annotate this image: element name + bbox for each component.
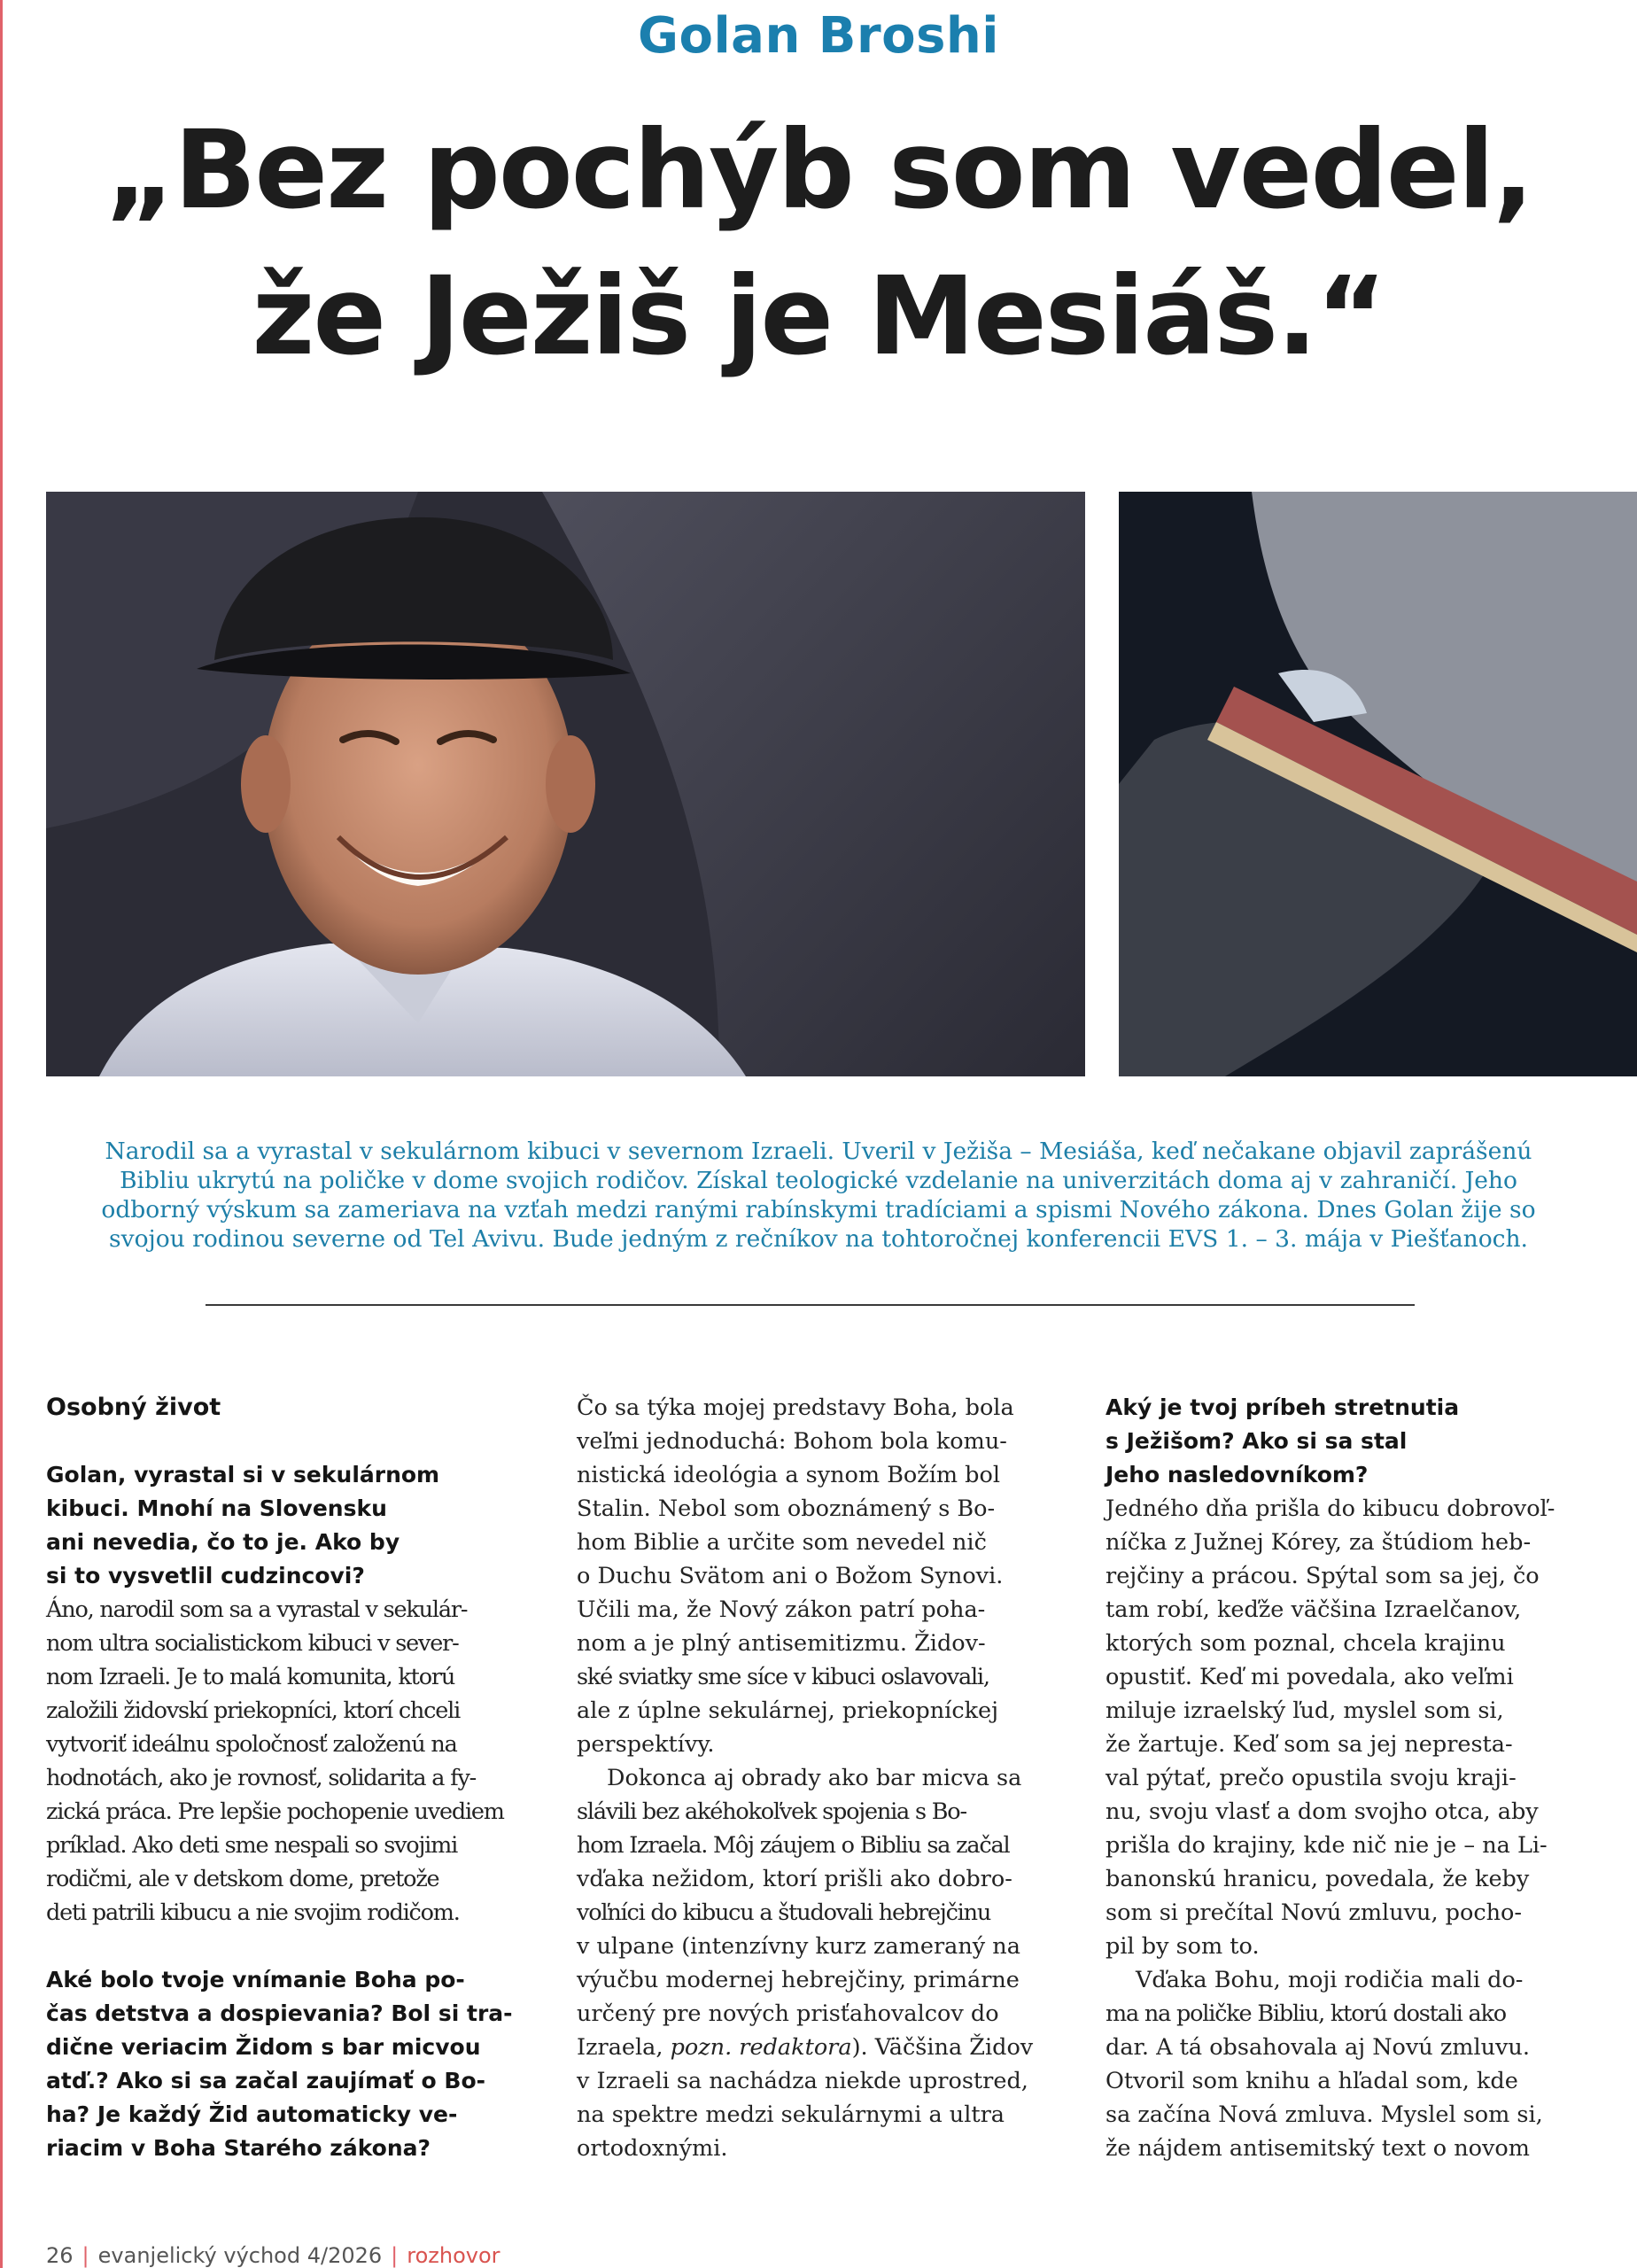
answer-line: rodičmi, ale v detskom dome, pretože xyxy=(46,1866,439,1892)
body-line: Jedného dňa prišla do kibucu dobrovoľ- xyxy=(1106,1495,1556,1522)
article-kicker: Golan Broshi xyxy=(638,7,999,65)
question-line: dične veriacim Židom s bar micvou xyxy=(46,2034,481,2060)
body-line: nu, svoju vlasť a dom svojho otca, aby xyxy=(1106,1798,1539,1825)
headline xyxy=(0,97,1637,390)
body-line: ortodoxnými. xyxy=(577,2135,728,2162)
editor-note: pozn. redaktora xyxy=(670,2034,852,2061)
book-photo xyxy=(1119,492,1637,1076)
body-line: ktorých som poznal, chcela krajinu xyxy=(1106,1630,1506,1657)
body-line: rejčiny a prácou. Spýtal som sa jej, čo xyxy=(1106,1563,1540,1589)
question-line: atď.? Ako si sa začal zaujímať o Bo- xyxy=(46,2068,486,2093)
headline-line-2: že Ježiš je Mesiáš.“ xyxy=(252,253,1385,379)
body-line: Otvoril som knihu a hľadal som, kde xyxy=(1106,2068,1518,2094)
body-line: dar. A tá obsahovala aj Novú zmluvu. xyxy=(1106,2034,1530,2061)
intro-divider xyxy=(206,1304,1415,1306)
body-line: že nájdem antisemitský text o novom xyxy=(1106,2135,1530,2162)
body-line: pil by som to. xyxy=(1106,1933,1260,1960)
body-line: perspektívy. xyxy=(577,1731,715,1758)
body-line: tam robí, keďže väčšina Izraelčanov, xyxy=(1106,1596,1522,1623)
body-line: níčka z Južnej Kórey, za štúdiom heb- xyxy=(1106,1529,1532,1556)
body-line: výučbu modernej hebrejčiny, primárne xyxy=(577,1967,1020,1993)
answer-line: príklad. Ako deti sme nespali so svojimi xyxy=(46,1832,458,1859)
body-line: hom Izraela. Môj záujem o Bibliu sa začal xyxy=(577,1832,1010,1859)
page-number: 26 xyxy=(46,2243,74,2268)
question-line: ha? Je každý Žid automaticky ve- xyxy=(46,2101,458,2127)
body-line: určený pre nových prisťahovalcov do xyxy=(577,2000,999,2027)
column-3 xyxy=(1106,1391,1616,2165)
intro-line: odborný výskum sa zameriava na vzťah medzi ranými rabínskymi tradíciami a spismi Nového zákona. Dnes Golan žije so xyxy=(101,1196,1536,1223)
body-line: sa začína Nová zmluva. Myslel som si, xyxy=(1106,2101,1543,2128)
body-line: nom a je plný antisemitizmu. Židov- xyxy=(577,1630,986,1657)
body-line: val pýtať, prečo opustila svoju kraji- xyxy=(1106,1765,1517,1791)
body-line: v Izraeli sa nachádza niekde uprostred, xyxy=(577,2068,1028,2094)
question-line: kibuci. Mnohí na Slovensku xyxy=(46,1495,387,1521)
body-line: na spektre medzi sekulárnymi a ultra xyxy=(577,2101,1005,2128)
body-line: Dokonca aj obrady ako bar micva sa xyxy=(607,1765,1022,1791)
magazine-name: evanjelický východ 4/2026 xyxy=(97,2243,383,2268)
answer-line: deti patrili kibucu a nie svojim rodičom. xyxy=(46,1899,460,1926)
answer-line: zická práca. Pre lepšie pochopenie uvediem xyxy=(46,1798,504,1825)
question-line: ani nevedia, čo to je. Ako by xyxy=(46,1529,400,1555)
body-line: ma na poličke Bibliu, ktorú dostali ako xyxy=(1106,2000,1506,2027)
body-line: ské sviatky sme síce v kibuci oslavovali, xyxy=(577,1664,989,1690)
body-line: že žartuje. Keď som sa jej nepresta- xyxy=(1106,1731,1513,1758)
question-line: si to vysvetlil cudzincovi? xyxy=(46,1563,365,1588)
body-line: Čo sa týka mojej predstavy Boha, bola xyxy=(577,1394,1014,1421)
section-name: rozhovor xyxy=(407,2243,500,2268)
body-line: Stalin. Nebol som oboznámený s Bo- xyxy=(577,1495,996,1522)
question-line: Aký je tvoj príbeh stretnutia xyxy=(1106,1394,1460,1420)
body-line: hom Biblie a určite som nevedel nič xyxy=(577,1529,987,1556)
question-line: Jeho nasledovníkom? xyxy=(1106,1462,1369,1487)
body-line: som si prečítal Novú zmluvu, pocho- xyxy=(1106,1899,1523,1926)
body-text: Izraela, xyxy=(577,2034,671,2061)
body-line: voľníci do kibucu a študovali hebrejčinu xyxy=(577,1899,991,1926)
body-text: ). Väčšina Židov xyxy=(851,2034,1034,2061)
body-line: miluje izraelský ľud, myslel som si, xyxy=(1106,1697,1504,1724)
question-line: Golan, vyrastal si v sekulárnom xyxy=(46,1462,440,1487)
body-line: ale z úplne sekulárnej, priekopníckej xyxy=(577,1697,999,1724)
headline-line-1: „Bez pochýb som vedel, xyxy=(105,107,1532,233)
body-line: slávili bez akéhokoľvek spojenia s Bo- xyxy=(577,1798,966,1825)
body-line: v ulpane (intenzívny kurz zameraný na xyxy=(577,1933,1020,1960)
intro-line: Bibliu ukrytú na poličke v dome svojich rodičov. Získal teologické vzdelanie na univerzitách doma aj v zahraničí. Jeho xyxy=(120,1167,1517,1194)
body-line: Vďaka Bohu, moji rodičia mali do- xyxy=(1136,1967,1524,1993)
body-line: nistická ideológia a synom Božím bol xyxy=(577,1462,1000,1488)
section-heading: Osobný život xyxy=(46,1394,221,1421)
column-2 xyxy=(577,1391,1087,2165)
page-footer xyxy=(46,2243,500,2268)
body-line: prišla do krajiny, kde nič nie je – na Li- xyxy=(1106,1832,1548,1859)
body-line: vďaka nežidom, ktorí prišli ako dobro- xyxy=(577,1866,1012,1892)
footer-separator: | xyxy=(81,2243,89,2268)
answer-line: hodnotách, ako je rovnosť, solidarita a fy- xyxy=(46,1765,477,1791)
body-line: o Duchu Svätom ani o Božom Synovi. xyxy=(577,1563,1004,1589)
answer-line: nom ultra socialistickom kibuci v sever- xyxy=(46,1630,459,1657)
body-line: veľmi jednoduchá: Bohom bola komu- xyxy=(577,1428,1007,1455)
intro-line: Narodil sa a vyrastal v sekulárnom kibuci v severnom Izraeli. Uveril v Ježiša – Mesiáša, keď nečakane objavil zaprášenú xyxy=(105,1138,1532,1165)
book-illustration xyxy=(1119,492,1637,1076)
question-line: riacim v Boha Starého zákona? xyxy=(46,2135,431,2161)
answer-line: Áno, narodil som sa a vyrastal v sekulár- xyxy=(46,1596,468,1623)
footer-separator: | xyxy=(391,2243,399,2268)
answer-line: vytvoriť ideálnu spoločnosť založenú na xyxy=(46,1731,457,1758)
portrait-illustration xyxy=(46,492,1085,1076)
body-line xyxy=(577,2031,1087,2064)
answer-line: založili židovskí priekopníci, ktorí chceli xyxy=(46,1697,461,1724)
column-1 xyxy=(46,1391,556,2165)
body-line: Učili ma, že Nový zákon patrí poha- xyxy=(577,1596,986,1623)
question-line: s Ježišom? Ako si sa stal xyxy=(1106,1428,1408,1454)
answer-line: nom Izraeli. Je to malá komunita, ktorú xyxy=(46,1664,455,1690)
intro-text xyxy=(53,1137,1584,1254)
question-line: čas detstva a dospievania? Bol si tra- xyxy=(46,2000,513,2026)
portrait-photo xyxy=(46,492,1085,1076)
question-line: Aké bolo tvoje vnímanie Boha po- xyxy=(46,1967,465,1992)
intro-line: svojou rodinou severne od Tel Avivu. Bude jedným z rečníkov na tohtoročnej konferencii EVS 1. – 3. mája v Piešťanoch. xyxy=(109,1225,1528,1253)
body-line: banonskú hranicu, povedala, že keby xyxy=(1106,1866,1530,1892)
body-line: opustiť. Keď mi povedala, ako veľmi xyxy=(1106,1664,1514,1690)
